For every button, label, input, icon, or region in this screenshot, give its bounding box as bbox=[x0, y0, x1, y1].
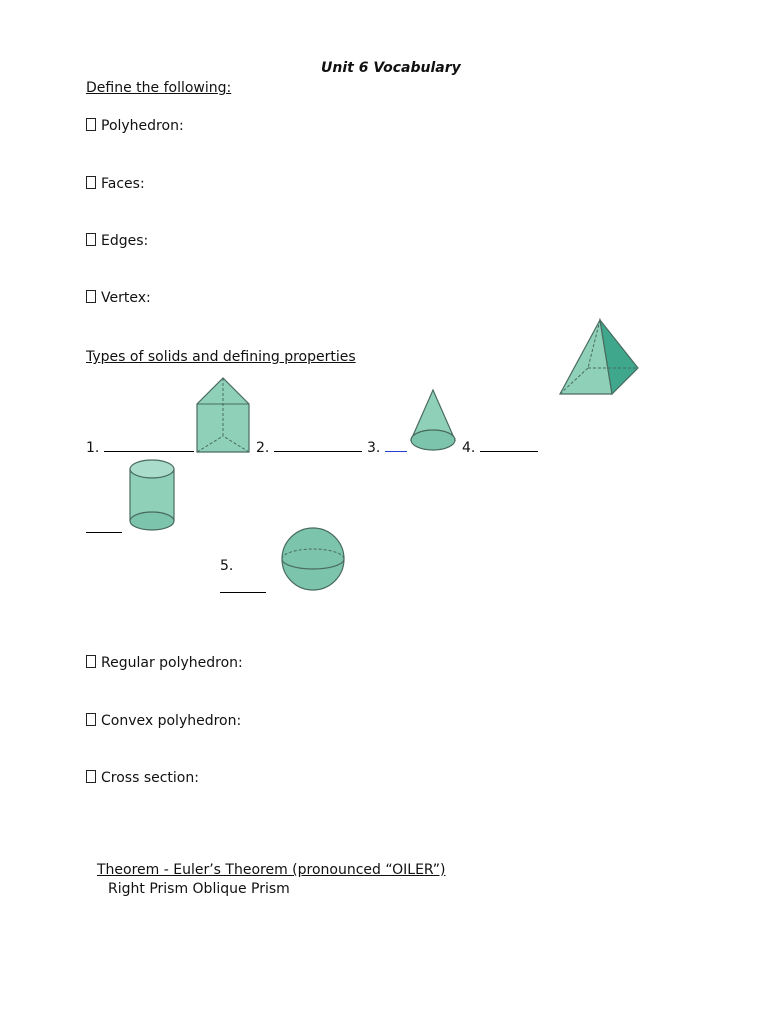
term-label: Cross section: bbox=[101, 770, 199, 786]
bullet-icon bbox=[86, 290, 96, 303]
pyramid-figure bbox=[558, 318, 642, 398]
define-heading: Define the following: bbox=[86, 80, 232, 96]
cone-figure bbox=[409, 388, 457, 454]
term-label: Convex polyhedron: bbox=[101, 713, 242, 729]
theorem-line: Theorem - Euler’s Theorem (pronounced “OILER”) bbox=[97, 862, 446, 878]
cylinder-figure bbox=[128, 459, 176, 533]
term-regular-polyhedron bbox=[86, 655, 243, 671]
bullet-icon bbox=[86, 118, 96, 131]
bullet-icon bbox=[86, 176, 96, 189]
bullet-icon bbox=[86, 233, 96, 246]
term-vertex bbox=[86, 290, 151, 306]
solid-3-label: 3. bbox=[367, 439, 407, 456]
solid-4-label: 4. bbox=[462, 439, 538, 456]
term-label: Edges: bbox=[101, 233, 149, 249]
bullet-icon bbox=[86, 770, 96, 783]
solid-1-label: 1. bbox=[86, 439, 194, 456]
term-label: Polyhedron: bbox=[101, 118, 184, 134]
answer-blank[interactable] bbox=[480, 439, 538, 452]
answer-blank[interactable] bbox=[104, 439, 194, 452]
answer-blank[interactable] bbox=[385, 439, 407, 452]
term-label: Faces: bbox=[101, 176, 145, 192]
answer-blank[interactable] bbox=[86, 520, 122, 533]
page-title: Unit 6 Vocabulary bbox=[321, 60, 461, 76]
term-faces bbox=[86, 176, 145, 192]
solids-heading: Types of solids and defining properties bbox=[86, 349, 356, 365]
answer-blank[interactable] bbox=[220, 580, 266, 593]
sphere-figure bbox=[280, 526, 346, 592]
answer-blank[interactable] bbox=[274, 439, 362, 452]
bullet-icon bbox=[86, 655, 96, 668]
term-label: Regular polyhedron: bbox=[101, 655, 243, 671]
solid-5-label: 5. bbox=[220, 558, 234, 574]
term-cross-section bbox=[86, 770, 199, 786]
solid-2-label: 2. bbox=[256, 439, 362, 456]
bullet-icon bbox=[86, 713, 96, 726]
term-convex-polyhedron bbox=[86, 713, 241, 729]
prism-line: Right Prism Oblique Prism bbox=[108, 881, 290, 897]
triangular-prism-figure bbox=[195, 376, 251, 454]
term-label: Vertex: bbox=[101, 290, 151, 306]
term-edges bbox=[86, 233, 148, 249]
term-polyhedron bbox=[86, 118, 184, 134]
